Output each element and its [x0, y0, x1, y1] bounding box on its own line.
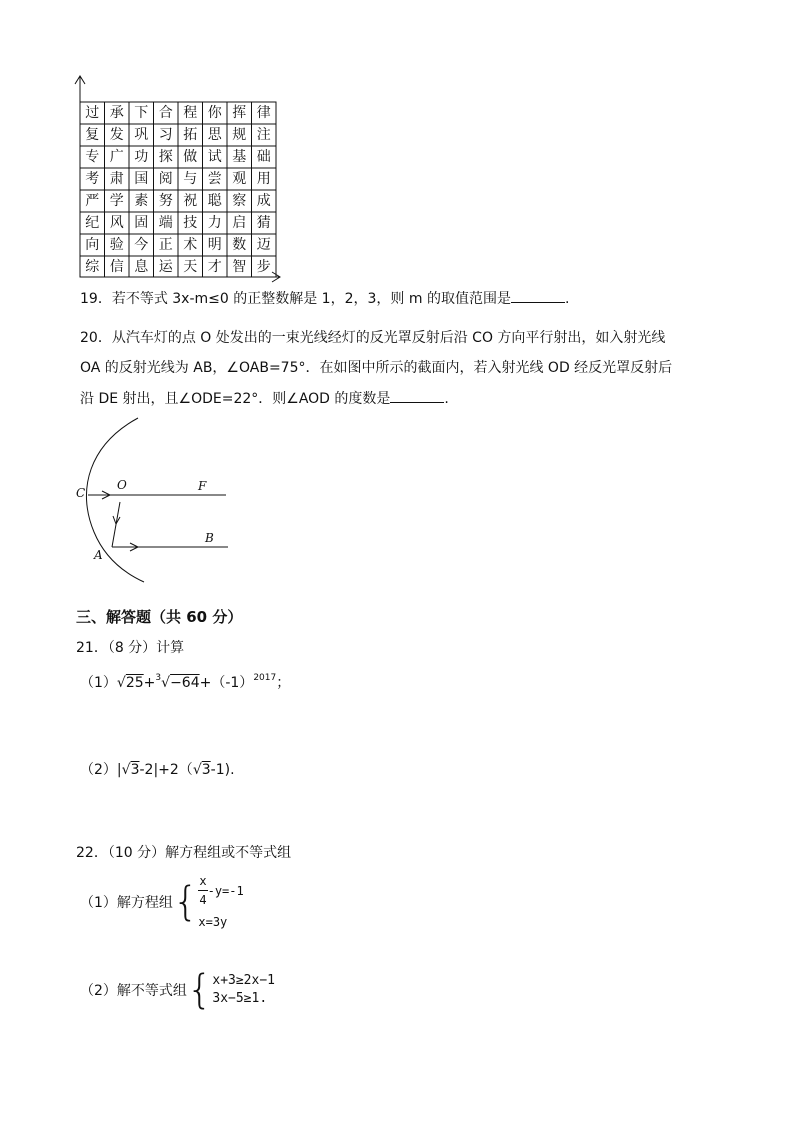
grid-cell: 息 [134, 259, 149, 275]
inequality-1: x+3≥2x−1 [212, 973, 275, 988]
question-19-text: 19．若不等式 3x-m≤0 的正整数解是 1，2，3，则 m 的取值范围是 [80, 291, 511, 307]
grid-cell: 尝 [207, 171, 222, 187]
grid-cell: 端 [158, 215, 173, 231]
grid-cell: 启 [232, 215, 247, 231]
label-C: C [76, 486, 86, 500]
grid-cell: 运 [158, 259, 173, 275]
sqrt-sign: √ [121, 762, 131, 778]
plus: + [143, 675, 156, 691]
part-label: （1）解方程组 [80, 894, 173, 911]
question-19 [80, 288, 569, 309]
equation-system [198, 872, 243, 931]
expr-end: -1). [210, 762, 235, 778]
grid-cell: 与 [183, 171, 198, 187]
grid-cell: 固 [134, 215, 149, 231]
grid-cell: 发 [109, 127, 124, 143]
grid-cell: 国 [134, 171, 149, 187]
grid-cell: 合 [158, 105, 173, 121]
question-20-line-3 [80, 388, 449, 409]
part-label: （2） [80, 762, 117, 778]
grid-cell: 努 [158, 193, 173, 209]
question-22-title: 22．（10 分）解方程组或不等式组 [76, 845, 292, 861]
grid-cell: 成 [256, 193, 271, 209]
grid-cell: 猜 [256, 215, 271, 231]
inequality-2: 3x−5≥1. [212, 991, 268, 1006]
expr-middle: -2|+2（ [139, 762, 193, 778]
answer-blank [390, 388, 444, 403]
grid-cell: 正 [158, 237, 173, 253]
question-21-part-2 [80, 760, 235, 780]
grid-cell: 挥 [232, 105, 247, 121]
grid-cell: 规 [232, 127, 247, 143]
label-O: O [117, 478, 127, 492]
grid-cell: 础 [256, 149, 271, 165]
brace: { [172, 878, 199, 925]
radicand-2: −64 [170, 675, 200, 691]
grid-cell: 才 [207, 259, 222, 275]
grid-cell: 肃 [109, 171, 124, 187]
grid-cell: 力 [207, 215, 222, 231]
grid-cell: 功 [134, 149, 149, 165]
grid-cell: 下 [134, 105, 149, 121]
grid-cell: 你 [207, 105, 222, 121]
abs-bar: | [116, 762, 122, 778]
fraction-denominator: 4 [199, 893, 207, 907]
fraction-numerator: x [198, 872, 207, 891]
cube-root-index: 3 [155, 673, 162, 683]
question-21-title: 21．（8 分）计算 [76, 640, 185, 656]
grid-cell: 天 [183, 259, 198, 275]
grid-cell: 考 [85, 171, 100, 187]
sqrt-sign: √ [116, 675, 126, 691]
grid-cell: 素 [134, 193, 149, 209]
grid-cell: 探 [158, 149, 173, 165]
brace: { [186, 967, 213, 1013]
sqrt-sign: √ [192, 762, 202, 778]
grid-cell: 智 [232, 259, 247, 275]
question-20-line-2: OA 的反射光线为 AB，∠OAB=75°．在如图中所示的截面内，若入射光线 OD 经反光罩反射后 [80, 360, 673, 376]
grid-cell: 过 [85, 105, 100, 121]
grid-cell: 试 [207, 149, 222, 165]
radicand-4: 3 [201, 762, 211, 778]
label-F: F [198, 479, 207, 493]
grid-cell: 复 [85, 127, 100, 143]
grid-cell: 察 [232, 193, 247, 209]
grid-cell: 严 [85, 193, 100, 209]
grid-cell: 综 [85, 259, 100, 275]
grid-cell: 拓 [183, 127, 198, 143]
grid-cell: 纪 [85, 215, 100, 231]
label-B: B [205, 531, 214, 545]
grid-cell: 向 [85, 237, 100, 253]
grid-cell: 数 [232, 237, 247, 253]
grid-cell: 律 [256, 105, 271, 121]
grid-cell: 做 [183, 149, 198, 165]
radicand-3: 3 [130, 762, 140, 778]
grid-cell: 风 [109, 215, 124, 231]
fraction-x-over-4 [198, 872, 207, 909]
part-label: （1） [80, 675, 117, 691]
question-20-end: . [444, 391, 449, 407]
grid-cell: 巩 [134, 127, 149, 143]
grid-cell: 验 [109, 237, 124, 253]
sqrt-sign: √ [161, 675, 171, 691]
grid-cell: 阅 [158, 171, 173, 187]
grid-cell: 专 [85, 149, 100, 165]
grid-cell: 术 [183, 237, 198, 253]
grid-cell: 明 [207, 237, 222, 253]
question-22-part-1 [80, 872, 244, 931]
exponent: 2017 [253, 673, 277, 683]
grid-cell: 承 [109, 105, 124, 121]
equation-2: x=3y [198, 915, 228, 929]
grid-cell: 用 [256, 171, 271, 187]
grid-cell: 聪 [207, 193, 222, 209]
grid-cell: 迈 [256, 237, 271, 253]
equation-1-rest: -y=-1 [207, 883, 244, 898]
label-A: A [94, 548, 103, 562]
question-22-part-2 [80, 967, 275, 1013]
grid-cell: 技 [183, 215, 198, 231]
question-19-end: . [564, 291, 570, 307]
grid-cell: 步 [256, 259, 271, 275]
question-20-line-1: 20．从汽车灯的点 O 处发出的一束光线经灯的反光罩反射后沿 CO 方向平行射出，如入射光线 [80, 330, 666, 346]
grid-cell: 基 [232, 149, 247, 165]
question-20-line-3-text: 沿 DE 射出，且∠ODE=22°．则∠AOD 的度数是 [80, 391, 391, 407]
section-3-title: 三、解答题（共 60 分） [76, 608, 243, 626]
grid-cell: 今 [134, 237, 149, 253]
grid-cell: 广 [109, 149, 124, 165]
grid-cell: 观 [232, 171, 247, 187]
grid-cell: 信 [109, 259, 124, 275]
inequality-system [212, 972, 275, 1008]
grid-cell: 思 [207, 127, 222, 143]
grid-cell: 程 [183, 105, 198, 121]
grid-cell: 祝 [183, 193, 198, 209]
part-label: （2）解不等式组 [80, 983, 187, 999]
radicand-1: 25 [125, 675, 144, 691]
answer-blank [511, 288, 565, 303]
part-end: ； [276, 675, 291, 691]
power-term: +（-1） [199, 675, 254, 691]
grid-cell: 学 [109, 193, 124, 209]
question-21-part-1 [80, 673, 290, 695]
grid-cell: 习 [158, 127, 173, 143]
grid-cell: 注 [256, 127, 271, 143]
